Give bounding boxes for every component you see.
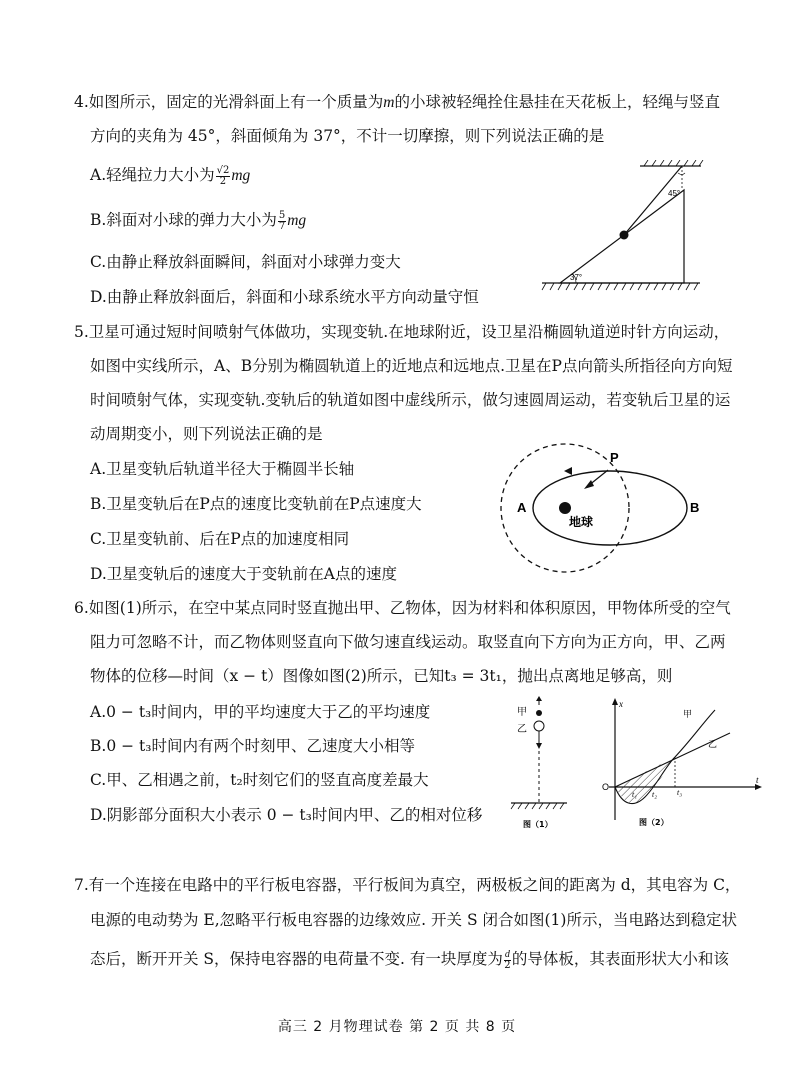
q4-option-a xyxy=(90,165,250,187)
q6-figure-1 xyxy=(505,695,575,835)
curve-jia-label: 甲 xyxy=(683,710,693,720)
object-yi xyxy=(534,721,544,731)
q5-stem-line4: 动周期变小，则下列说法正确的是 xyxy=(90,425,323,443)
q4-option-a-num: √2 xyxy=(216,164,230,176)
q5-option-d: D.卫星变轨后的速度大于变轨前在A点的速度 xyxy=(90,565,397,583)
q4-stem-text-b: 的小球被轻绳拴住悬挂在天花板上，轻绳与竖直 xyxy=(394,93,721,111)
q4-incline-figure xyxy=(538,160,708,295)
t1-label: t₁ xyxy=(632,790,638,799)
q7-thickness-fraction xyxy=(504,950,511,971)
origin-label: O xyxy=(602,782,610,792)
q6-figure-2 xyxy=(595,695,770,835)
fig1-caption: 图（1） xyxy=(523,820,553,829)
elliptical-orbit xyxy=(533,471,687,545)
angle-label-45: 45° xyxy=(668,189,681,198)
q5-stem-line2: 如图中实线所示，A、B分别为椭圆轨道上的近地点和远地点.卫星在P点向箭头所指径向方向短 xyxy=(90,357,733,375)
q7-fraction-num: d xyxy=(504,948,510,960)
q7-fraction-den: 2 xyxy=(504,959,511,971)
q5-option-b: B.卫星变轨后在P点的速度比变轨前在P点速度大 xyxy=(90,495,422,513)
line-yi-label: 乙 xyxy=(708,740,718,750)
shaded-region xyxy=(615,757,675,803)
fig1-ground-hatch xyxy=(511,803,564,809)
q4-option-c: C.由静止释放斜面瞬间，斜面对小球弹力变大 xyxy=(90,253,401,271)
q4-option-a-text: A.轻绳拉力大小为 xyxy=(90,166,215,184)
page-footer: 高三 2 月物理试卷 第 2 页 共 8 页 xyxy=(277,1019,517,1035)
q7-stem-line3 xyxy=(90,949,729,971)
q4-option-b-fraction xyxy=(278,211,286,232)
fig1-jia-label: 甲 xyxy=(517,707,527,718)
q7-stem-line3-text: 态后，断开开关 S，保持电容器的电荷量不变. 有一块厚度为 xyxy=(90,950,503,968)
q6-stem-line1: 6.如图(1)所示，在空中某点同时竖直抛出甲、乙物体，因为材料和体积原因，甲物体所受的空气 xyxy=(74,599,731,617)
q5-stem-line1: 5.卫星可通过短时间喷射气体做功，实现变轨.在地球附近，设卫星沿椭圆轨道逆时针方向运动， xyxy=(74,323,730,341)
angle-label-37: 37° xyxy=(570,273,583,282)
t2-label: t₂ xyxy=(652,790,658,799)
point-b-label: B xyxy=(690,500,700,515)
up-arrow-icon xyxy=(536,696,542,701)
point-p-label: P xyxy=(610,450,619,465)
q6-option-a: A.0 − t₃时间内，甲的平均速度大于乙的平均速度 xyxy=(90,703,431,721)
t-axis-label: t xyxy=(756,775,759,785)
q4-stem-line2: 方向的夹角为 45°，斜面倾角为 37°，不计一切摩擦，则下列说法正确的是 xyxy=(90,127,605,145)
q6-stem-line2: 阻力可忽略不计，而乙物体则竖直向下做匀速直线运动。取竖直向下方向为正方向，甲、乙两 xyxy=(90,633,726,651)
q6-option-b: B.0 − t₃时间内有两个时刻甲、乙速度大小相等 xyxy=(90,737,415,755)
angle-arc-45 xyxy=(678,173,685,175)
fig1-yi-label: 乙 xyxy=(517,724,527,735)
x-axis-arrow-icon xyxy=(612,698,618,705)
q4-stem-text-a: 4.如图所示，固定的光滑斜面上有一个质量为 xyxy=(74,93,384,111)
q4-option-b-den: 7 xyxy=(278,220,286,232)
jet-arrow-icon xyxy=(584,480,594,489)
object-jia xyxy=(536,710,542,716)
x-axis-label: x xyxy=(619,699,623,709)
q4-option-a-den: 2 xyxy=(219,175,227,187)
q4-stem-line1 xyxy=(74,92,720,113)
q7-stem-line1: 7.有一个连接在电路中的平行板电容器，平行板间为真空，两极板之间的距离为 d，其电容为 C， xyxy=(74,876,741,894)
q4-option-b-mg: mg xyxy=(287,212,307,229)
ground-hatch xyxy=(542,283,698,290)
q6-stem-line3: 物体的位移—时间（x − t）图像如图(2)所示，已知t₃ = 3t₁，抛出点离地足够高，则 xyxy=(90,667,673,685)
q5-stem-line3: 时间喷射气体，实现变轨.变轨后的轨道如图中虚线所示，做匀速圆周运动，若变轨后卫星的运 xyxy=(90,391,731,409)
q4-option-b-num: 5 xyxy=(278,209,286,221)
q5-option-c: C.卫星变轨前、后在P点的加速度相同 xyxy=(90,530,350,548)
q5-orbit-figure xyxy=(500,440,715,590)
ball xyxy=(620,231,629,240)
q4-option-b xyxy=(90,210,306,232)
q4-option-a-fraction xyxy=(216,166,231,187)
q5-option-a: A.卫星变轨后轨道半径大于椭圆半长轴 xyxy=(90,460,355,478)
point-a-label: A xyxy=(517,500,527,515)
rope xyxy=(624,166,682,235)
q6-option-d: D.阴影部分面积大小表示 0 − t₃时间内甲、乙的相对位移 xyxy=(90,806,483,824)
q7-stem-line2: 电源的电动势为 E,忽略平行板电容器的边缘效应. 开关 S 闭合如图(1)所示，当电路达到稳定状 xyxy=(90,911,737,929)
ceiling-hatch xyxy=(644,160,703,166)
q6-option-c: C.甲、乙相遇之前，t₂时刻它们的竖直高度差最大 xyxy=(90,771,429,789)
q4-option-b-text: B.斜面对小球的弹力大小为 xyxy=(90,211,277,229)
direction-arrow-icon xyxy=(564,467,572,475)
down-arrow-icon xyxy=(536,743,542,749)
earth-label: 地球 xyxy=(569,515,594,529)
fig2-caption: 图（2） xyxy=(639,818,669,827)
q7-stem-line3-tail: 的导体板，其表面形状大小和该 xyxy=(511,950,729,968)
q4-mass-symbol: m xyxy=(383,94,395,111)
q4-option-d: D.由静止释放斜面后，斜面和小球系统水平方向动量守恒 xyxy=(90,288,479,306)
earth-dot xyxy=(559,502,571,514)
t3-label: t₃ xyxy=(677,788,683,797)
q4-option-a-mg: mg xyxy=(231,167,251,184)
